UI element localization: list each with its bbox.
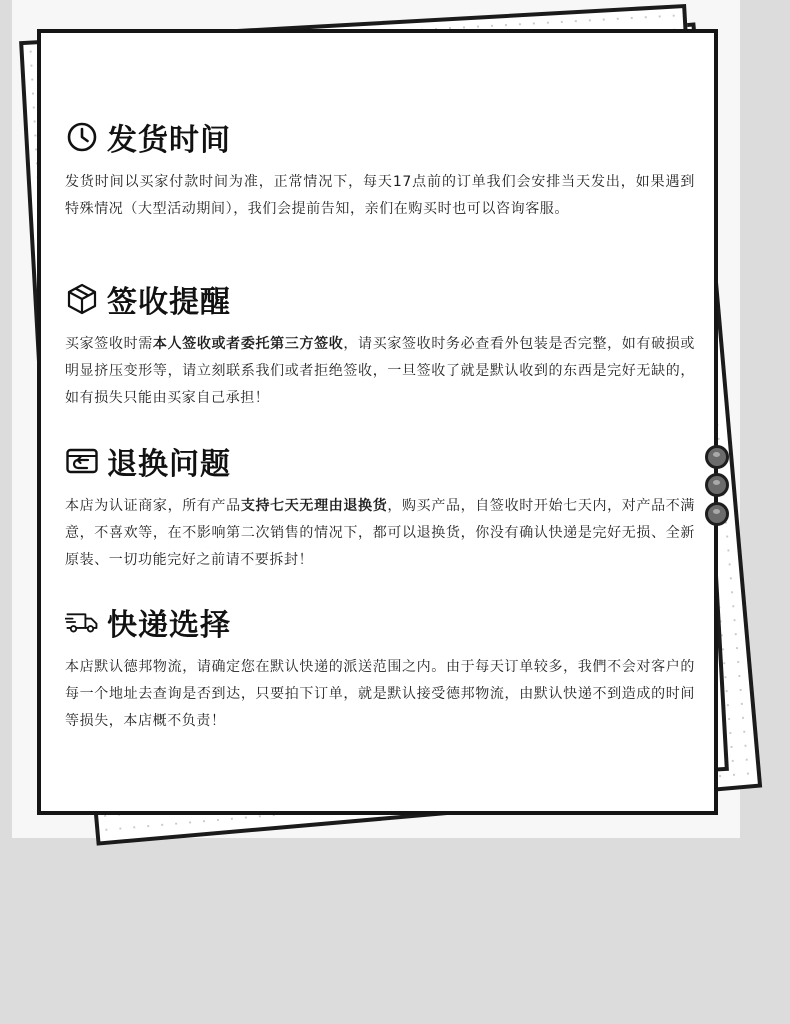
section-heading [65, 441, 695, 481]
section-return-exchange [65, 441, 695, 574]
body-text-part: ，请买家签收时务必查看外包装是否完整，如有破损或明显挤压变形等，请立刻联系我们或者拒绝签收，一旦签收了就是默认收到的东西是完好无缺的，如有损失只能由买家自己承担！ [65, 336, 695, 406]
section-body: 发货时间以买家付款时间为准，正常情况下，每天17点前的订单我们会安排当天发出，如果遇到特殊情况（大型活动期间），我们会提前告知，亲们在购买时也可以咨询客服。 [65, 174, 695, 217]
section-title: 发货时间 [107, 123, 231, 158]
body-text-emphasis: 支持七天无理由退换货 [240, 498, 388, 514]
section-title: 退换问题 [107, 447, 231, 482]
section-title: 快递选择 [107, 608, 231, 643]
section-body [65, 493, 695, 574]
body-text-part: 本店为认证商家，所有产品 [65, 498, 241, 514]
delivery-truck-icon [65, 605, 99, 639]
binder-ring [705, 473, 729, 497]
section-heading [65, 117, 695, 157]
body-text-part: ，购买产品，自签收时开始七天内，对产品不满意，不喜欢等，在不影响第二次销售的情况下，都可以退换货，你没有确认快递是完好无损、全新原装、一切功能完好之前请不要拆封！ [65, 498, 695, 568]
binder-ring [705, 445, 729, 469]
package-icon [65, 282, 99, 316]
section-body [65, 331, 695, 412]
notice-card [37, 29, 718, 815]
section-signing-reminder [65, 279, 695, 412]
clock-icon [65, 120, 99, 154]
binder-ring [705, 502, 729, 526]
body-text-part: 买家签收时需 [65, 336, 153, 352]
return-icon [65, 444, 99, 478]
section-courier-choice [65, 602, 695, 735]
section-body: 本店默认德邦物流，请确定您在默认快递的派送范围之内。由于每天订单较多，我們不会对客户的每一个地址去查询是否到达，只要拍下订单，就是默认接受德邦物流，由默认快递不到造成的时间等损失，本店概不负责！ [65, 659, 695, 729]
section-title: 签收提醒 [107, 285, 231, 320]
section-heading [65, 279, 695, 319]
body-text-emphasis: 本人签收或者委托第三方签收 [152, 336, 344, 352]
section-shipping-time [65, 117, 695, 223]
section-heading [65, 602, 695, 642]
